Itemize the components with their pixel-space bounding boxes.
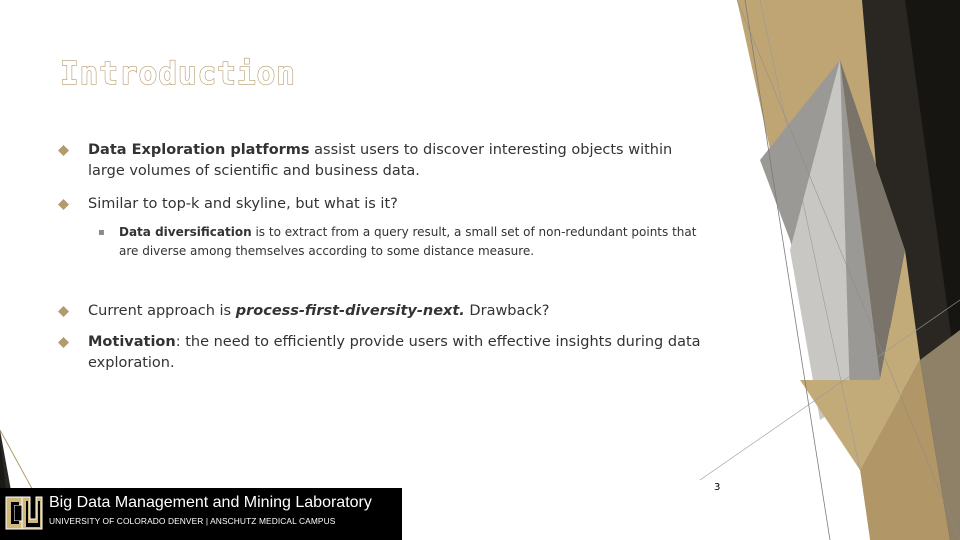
bullet-motivation [58,332,708,374]
cu-logo-icon [2,491,44,535]
sub-bullet-text: is to extract from a query result, a small set of non-redundant points that are diverse among themselves according to some distance measure. [119,225,697,258]
diamond-bullet-icon [58,145,69,156]
lab-subtitle: UNIVERSITY OF COLORADO DENVER | ANSCHUTZ MEDICAL CAMPUS [49,516,336,526]
bullet-emphasis-text: process-first-diversity-next. [235,303,465,319]
diamond-bullet-icon [58,306,69,317]
slide-title: Introduction [60,56,296,92]
lab-name: Big Data Management and Mining Laboratory [49,494,372,511]
square-bullet-icon: ▪ [98,227,105,238]
bullet-text: Similar to top-k and skyline, but what is it? [88,196,398,212]
bullet-current-approach [58,301,708,322]
diamond-bullet-icon [58,337,69,348]
bullet-text: Drawback? [464,303,550,319]
bullet-data-exploration [58,140,708,182]
bullet-text: : the need to efficiently provide users with effective insights during data exploration. [88,334,701,371]
page-number: 3 [714,482,721,493]
bullet-text: Current approach is [88,303,236,319]
diamond-bullet-icon [58,199,69,210]
bullet-bold-text: Motivation [88,334,176,350]
sub-bullet-bold-text: Data diversification [119,225,252,239]
bullet-bold-text: Data Exploration platforms [88,142,310,158]
bullet-similar [58,194,708,215]
bullet-list [58,140,708,374]
bullet-text: assist users to discover interesting objects within large volumes of scientific and business data. [88,142,673,179]
sub-bullet-diversification [58,223,708,261]
